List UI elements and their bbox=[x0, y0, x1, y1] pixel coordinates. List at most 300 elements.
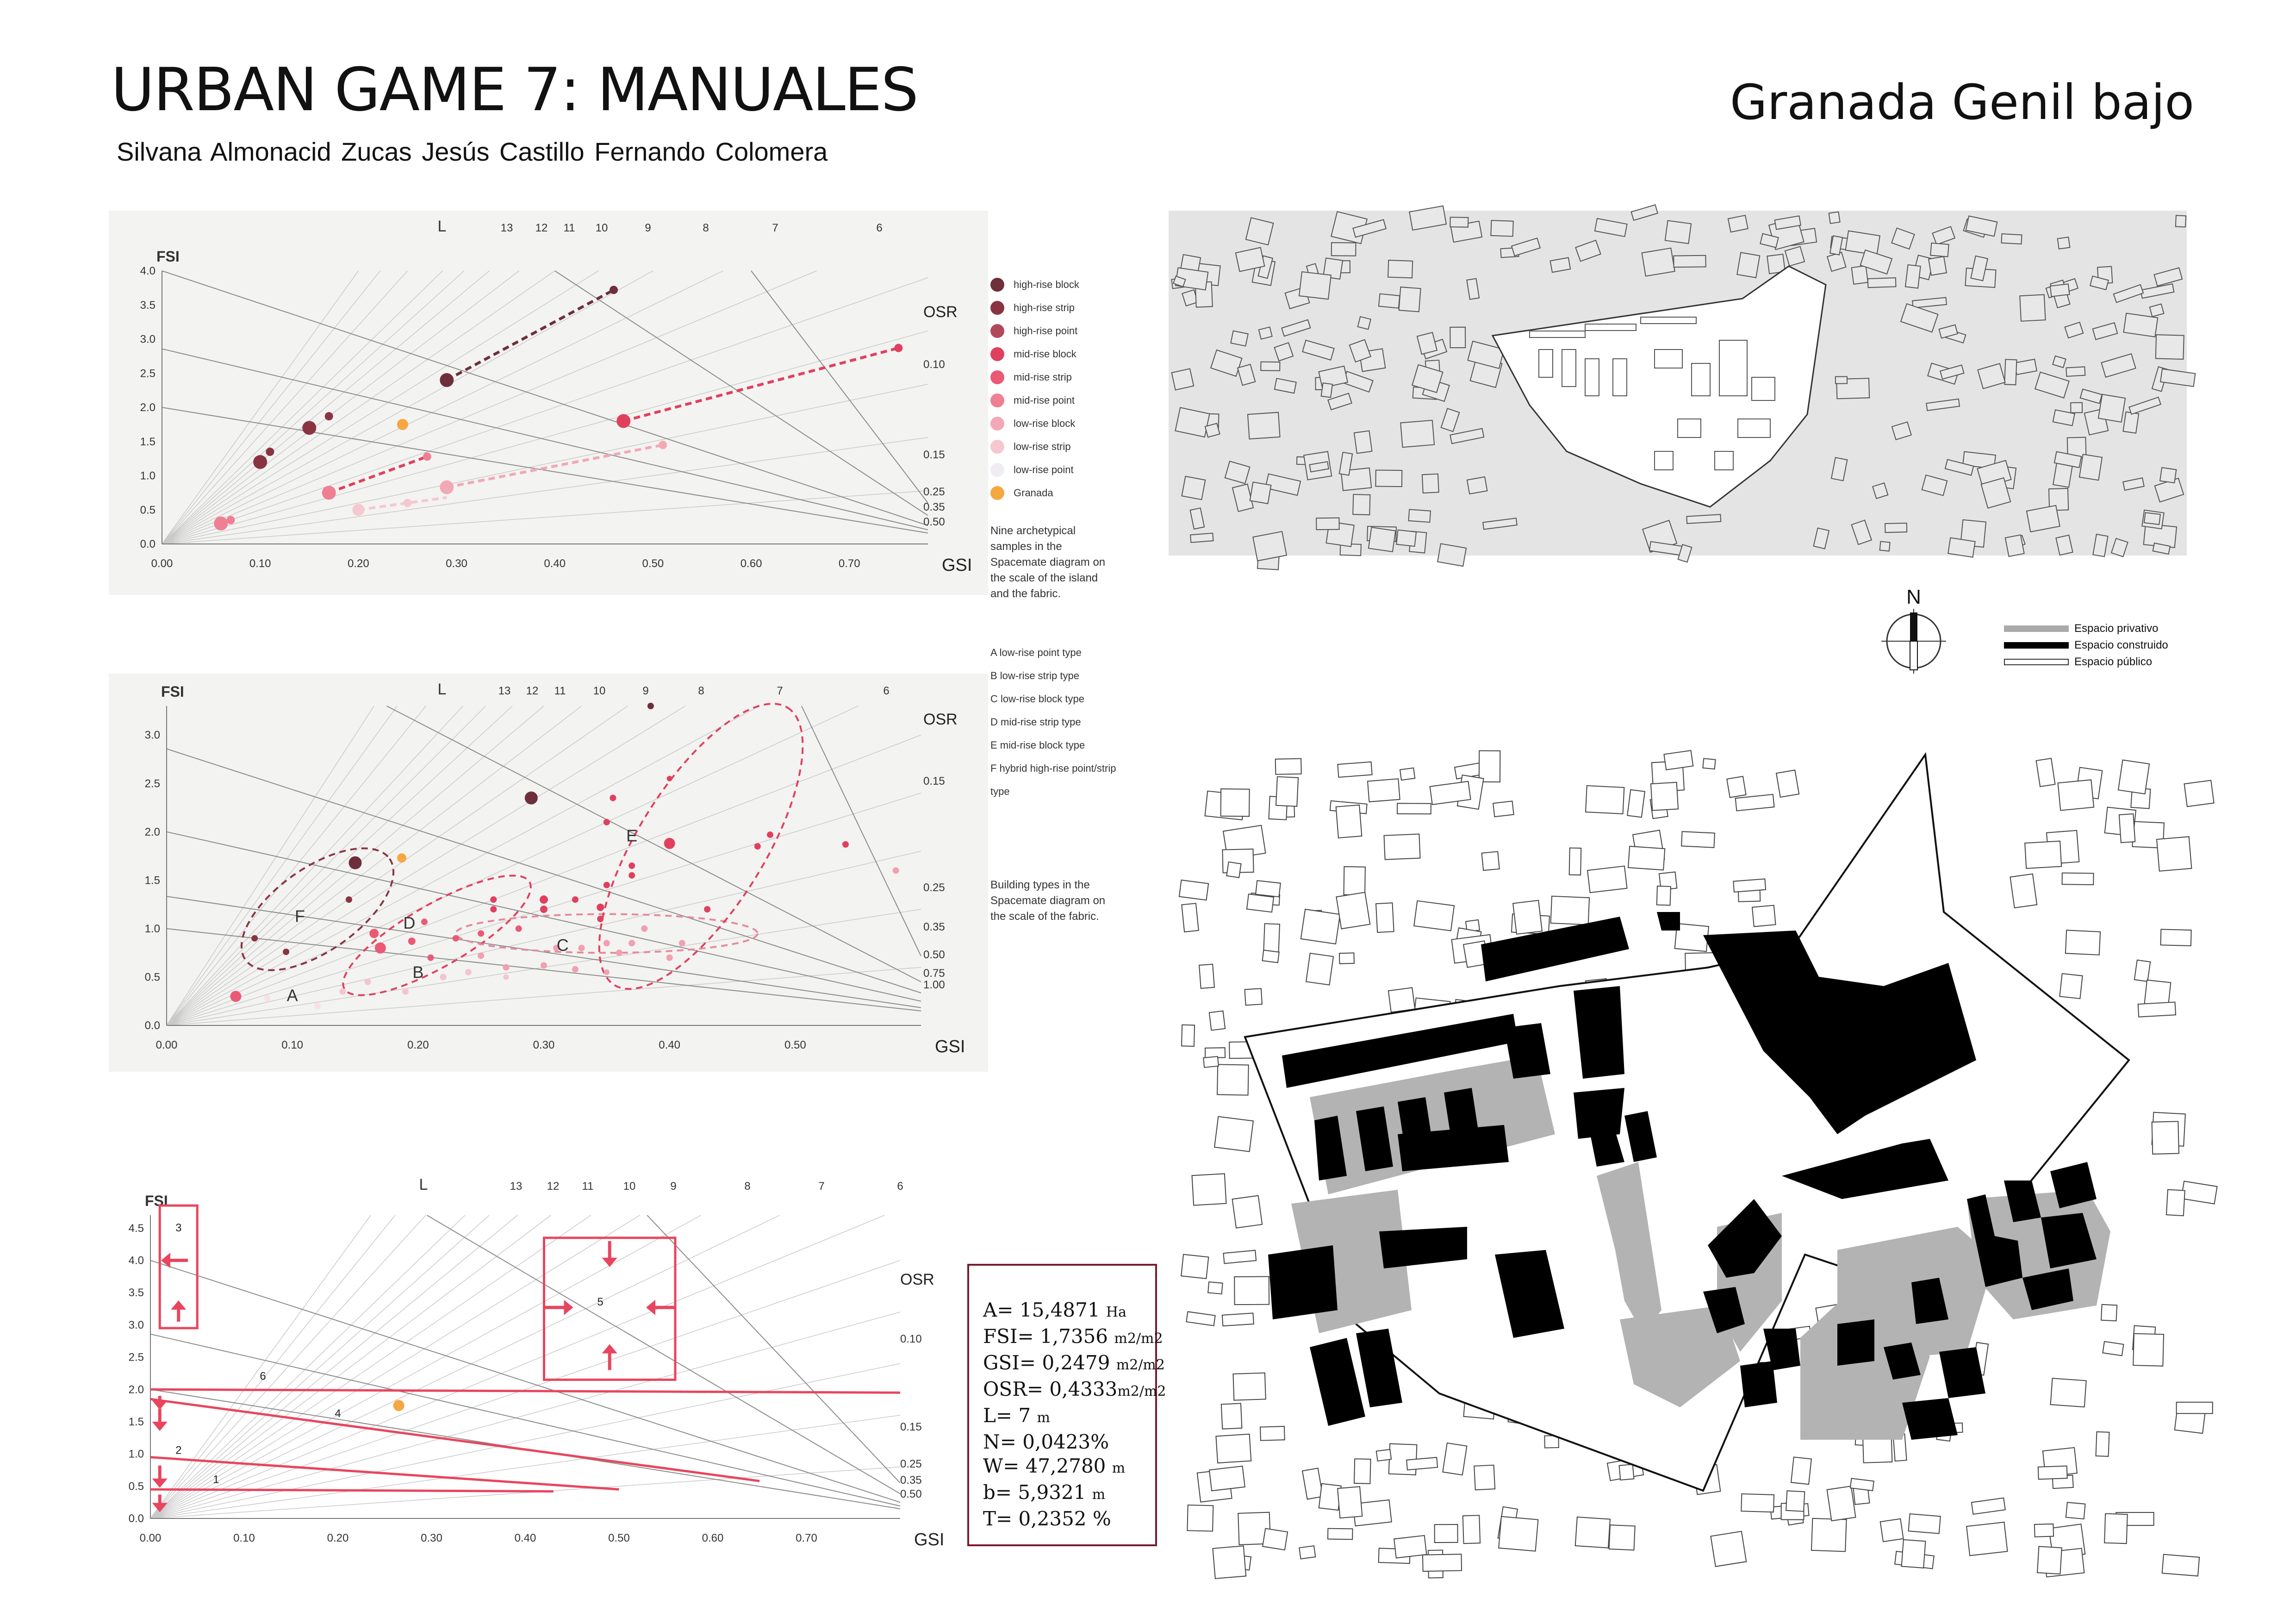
data-point bbox=[679, 940, 685, 946]
built-block bbox=[1837, 1319, 1874, 1366]
l-label: 11 bbox=[582, 1180, 594, 1193]
cluster-label: A bbox=[286, 986, 298, 1005]
context-building bbox=[2001, 234, 2022, 244]
x-tick-label: 0.20 bbox=[327, 1532, 349, 1544]
context-building bbox=[1332, 243, 1356, 256]
swatch-public bbox=[2004, 659, 2069, 665]
legend-swatch bbox=[990, 417, 1004, 431]
context-building bbox=[1187, 1505, 1213, 1531]
l-label: 11 bbox=[563, 222, 575, 234]
context-building bbox=[2103, 1342, 2123, 1356]
context-building bbox=[1929, 256, 1947, 275]
osr-label: 0.75 bbox=[923, 967, 945, 980]
site-building-outline bbox=[1655, 350, 1682, 368]
data-point bbox=[490, 896, 497, 903]
x-tick-label: 0.00 bbox=[151, 557, 173, 570]
zone-line-1 bbox=[150, 1489, 554, 1491]
data-point bbox=[525, 792, 538, 805]
data-point bbox=[704, 906, 710, 912]
y-tick-label: 2.0 bbox=[140, 401, 156, 414]
built-block bbox=[1740, 1361, 1777, 1407]
context-building bbox=[1319, 1484, 1341, 1510]
context-building bbox=[1657, 886, 1671, 905]
context-building bbox=[1248, 412, 1280, 439]
l-label: L bbox=[437, 681, 447, 698]
context-building bbox=[1474, 1465, 1495, 1490]
context-building bbox=[1388, 260, 1412, 278]
y-axis-label: FSI bbox=[156, 248, 180, 265]
x-tick-label: 0.40 bbox=[544, 557, 566, 570]
l-label: 12 bbox=[547, 1180, 560, 1193]
cluster-label: F bbox=[294, 906, 305, 926]
l-label: 8 bbox=[703, 222, 709, 234]
context-building bbox=[1665, 220, 1691, 244]
x-tick-label: 0.50 bbox=[608, 1532, 630, 1544]
context-building bbox=[1354, 1459, 1371, 1484]
arrow-down-head bbox=[152, 1422, 168, 1431]
site-building-outline bbox=[1655, 451, 1673, 470]
context-building bbox=[1396, 530, 1416, 546]
data-point bbox=[597, 904, 604, 911]
l-label: 7 bbox=[818, 1180, 825, 1193]
arrow-up-head bbox=[602, 1344, 617, 1353]
data-point bbox=[403, 499, 411, 507]
context-building bbox=[1948, 538, 1975, 557]
value-a: A= 15,4871 Ha bbox=[983, 1299, 1126, 1321]
context-building bbox=[1435, 1524, 1458, 1543]
data-point bbox=[616, 949, 622, 956]
site-building-outline bbox=[1678, 419, 1701, 437]
l-label: 12 bbox=[526, 685, 539, 697]
context-building bbox=[1406, 1457, 1437, 1470]
context-building bbox=[1627, 790, 1645, 818]
x-tick-label: 0.50 bbox=[784, 1039, 806, 1051]
context-building bbox=[2035, 1524, 2053, 1537]
context-building bbox=[1234, 1277, 1269, 1305]
x-tick-label: 0.30 bbox=[421, 1532, 442, 1544]
y-tick-label: 1.0 bbox=[128, 1448, 144, 1461]
legend-label: low-rise strip bbox=[1014, 441, 1071, 452]
x-tick-label: 0.10 bbox=[249, 557, 271, 570]
y-axis-label: FSI bbox=[161, 683, 184, 700]
data-point bbox=[842, 841, 849, 848]
site-building-outline bbox=[1719, 340, 1747, 396]
context-building bbox=[2010, 874, 2037, 908]
y-tick-label: 2.5 bbox=[128, 1351, 144, 1364]
data-point bbox=[628, 940, 635, 946]
x-axis-label: GSI bbox=[942, 556, 972, 575]
context-building bbox=[1885, 523, 1907, 532]
osr-label: 0.50 bbox=[923, 516, 945, 528]
data-point bbox=[453, 935, 459, 942]
context-building bbox=[2004, 359, 2016, 385]
site-building-outline bbox=[1530, 331, 1585, 337]
site-building-outline bbox=[1585, 359, 1599, 396]
context-building bbox=[1728, 215, 1748, 232]
l-line bbox=[150, 1467, 900, 1518]
data-point bbox=[610, 795, 616, 801]
data-point bbox=[266, 448, 274, 456]
zone-line-6 bbox=[150, 1389, 900, 1393]
value-l: L= 7 m bbox=[983, 1404, 1050, 1427]
data-point bbox=[402, 988, 409, 995]
site-building-outline bbox=[1613, 359, 1627, 396]
context-building bbox=[1399, 287, 1421, 312]
l-line bbox=[150, 1215, 489, 1518]
legend-item bbox=[990, 343, 1079, 366]
osr-label: 0.15 bbox=[923, 775, 945, 787]
building-type-item: E mid-rise block type bbox=[990, 739, 1085, 751]
context-building bbox=[1422, 474, 1439, 493]
osr-label: 0.25 bbox=[923, 881, 945, 894]
context-building bbox=[1247, 894, 1274, 912]
context-building bbox=[1261, 362, 1280, 371]
osr-title: OSR bbox=[900, 1271, 934, 1288]
context-building bbox=[2058, 237, 2070, 249]
context-building bbox=[2123, 412, 2139, 433]
y-tick-label: 4.5 bbox=[128, 1222, 144, 1235]
y-tick-label: 4.0 bbox=[128, 1254, 144, 1267]
data-point bbox=[504, 974, 509, 980]
cluster-label: E bbox=[626, 826, 638, 845]
data-point bbox=[579, 945, 585, 951]
arrow-down-head bbox=[152, 1400, 168, 1410]
context-building bbox=[1181, 1255, 1208, 1279]
y-tick-label: 1.5 bbox=[140, 435, 156, 448]
context-building bbox=[1450, 327, 1465, 348]
y-tick-label: 3.5 bbox=[140, 299, 156, 312]
data-point bbox=[283, 949, 289, 955]
l-line bbox=[150, 1215, 517, 1518]
data-point bbox=[230, 991, 241, 1002]
context-building bbox=[2066, 367, 2085, 376]
context-building bbox=[1811, 1518, 1847, 1552]
legend-swatch bbox=[990, 301, 1004, 315]
legend-item bbox=[990, 389, 1079, 412]
built-block bbox=[1268, 1245, 1338, 1319]
chart-background bbox=[109, 211, 988, 595]
legend-swatch bbox=[990, 347, 1004, 361]
context-building bbox=[1686, 514, 1721, 524]
page-title: URBAN GAME 7: MANUALES bbox=[111, 56, 918, 125]
building-type-list bbox=[990, 641, 1129, 803]
x-tick-label: 0.40 bbox=[514, 1532, 536, 1544]
context-building bbox=[2152, 1121, 2179, 1154]
context-building bbox=[2058, 780, 2094, 810]
context-building bbox=[1209, 1011, 1225, 1031]
location-map bbox=[1169, 211, 2187, 556]
y-tick-label: 0.5 bbox=[140, 504, 156, 517]
context-building bbox=[2144, 512, 2160, 525]
context-building bbox=[1358, 317, 1371, 330]
data-point bbox=[628, 862, 635, 869]
cluster-label: B bbox=[412, 962, 424, 982]
context-building bbox=[1423, 1554, 1462, 1571]
data-point bbox=[616, 414, 630, 428]
y-tick-label: 0.0 bbox=[128, 1512, 144, 1525]
data-point bbox=[423, 452, 431, 461]
site-building-outline bbox=[1738, 419, 1770, 437]
x-tick-label: 0.20 bbox=[407, 1039, 429, 1051]
context-building bbox=[1182, 1025, 1195, 1046]
value-w: W= 47,2780 m bbox=[983, 1455, 1126, 1477]
data-point bbox=[352, 504, 364, 516]
value-osr: OSR= 0,4333m2/m2 bbox=[983, 1378, 1166, 1400]
osr-title: OSR bbox=[923, 711, 958, 728]
context-building bbox=[1316, 518, 1339, 530]
legend-item bbox=[990, 412, 1079, 435]
value-b: b= 5,9321 m bbox=[983, 1481, 1106, 1504]
data-point bbox=[659, 441, 667, 449]
l-label: 9 bbox=[642, 685, 649, 697]
context-building bbox=[1259, 327, 1272, 339]
context-building bbox=[2066, 930, 2100, 955]
context-building bbox=[1338, 1487, 1362, 1518]
legend-item bbox=[990, 319, 1079, 343]
value-gsi: GSI= 0,2479 m2/m2 bbox=[983, 1351, 1165, 1374]
context-building bbox=[1199, 964, 1214, 988]
data-point bbox=[628, 872, 635, 879]
data-point bbox=[314, 1003, 321, 1009]
legend-swatch bbox=[990, 370, 1004, 384]
context-building bbox=[1368, 779, 1400, 802]
context-building bbox=[1681, 831, 1715, 848]
context-building bbox=[1400, 768, 1415, 780]
data-point bbox=[478, 930, 484, 937]
legend-item bbox=[990, 366, 1079, 389]
legend-item bbox=[990, 273, 1079, 296]
data-point bbox=[369, 929, 379, 938]
l-line bbox=[150, 1215, 701, 1518]
legend-label: mid-rise block bbox=[1014, 348, 1076, 360]
x-axis-label: GSI bbox=[914, 1530, 945, 1549]
data-point bbox=[440, 481, 454, 494]
data-point bbox=[465, 969, 472, 975]
x-tick-label: 0.50 bbox=[642, 557, 664, 570]
l-label: 7 bbox=[772, 222, 778, 234]
data-point bbox=[440, 974, 447, 980]
cluster-label: D bbox=[403, 913, 416, 932]
value-t: T= 0,2352 % bbox=[983, 1507, 1111, 1530]
y-tick-label: 1.0 bbox=[144, 922, 160, 935]
legend-label: mid-rise strip bbox=[1014, 371, 1072, 383]
context-building bbox=[1482, 851, 1500, 870]
context-building bbox=[2036, 758, 2055, 787]
data-point bbox=[604, 940, 610, 946]
l-label: 10 bbox=[623, 1180, 636, 1193]
l-label: 7 bbox=[777, 685, 783, 697]
context-building bbox=[2104, 1514, 2128, 1544]
context-building bbox=[1909, 1514, 1941, 1533]
context-building bbox=[1491, 220, 1513, 236]
built-block bbox=[1902, 1398, 1958, 1440]
context-building bbox=[1467, 477, 1487, 494]
x-tick-label: 0.70 bbox=[838, 557, 860, 570]
osr-label: 0.50 bbox=[923, 949, 945, 961]
context-building bbox=[1703, 758, 1715, 769]
data-point bbox=[322, 486, 336, 500]
y-tick-label: 3.0 bbox=[128, 1318, 144, 1331]
context-building bbox=[2160, 468, 2176, 483]
context-building bbox=[1397, 803, 1431, 814]
context-building bbox=[2051, 1378, 2086, 1407]
context-building bbox=[1253, 531, 1287, 561]
context-building bbox=[1384, 834, 1420, 860]
osr-label: 0.10 bbox=[900, 1333, 922, 1345]
x-tick-label: 0.10 bbox=[281, 1039, 304, 1051]
spacemate-chart-types bbox=[109, 674, 988, 1072]
data-point bbox=[397, 853, 406, 862]
legend-label: low-rise block bbox=[1014, 418, 1076, 429]
l-label: 10 bbox=[595, 222, 608, 234]
context-building bbox=[1263, 1529, 1288, 1550]
context-building bbox=[2161, 929, 2191, 946]
y-tick-label: 0.0 bbox=[144, 1019, 160, 1032]
context-building bbox=[1299, 272, 1331, 299]
context-building bbox=[1221, 789, 1250, 816]
context-building bbox=[1376, 903, 1394, 932]
context-building bbox=[1276, 777, 1298, 806]
context-building bbox=[1902, 1540, 1926, 1568]
spacemate-chart-manual bbox=[104, 1169, 945, 1562]
data-point bbox=[894, 344, 902, 352]
osr-label: 0.35 bbox=[900, 1474, 922, 1487]
context-building bbox=[1208, 1282, 1223, 1294]
context-building bbox=[2053, 463, 2072, 487]
north-arrow bbox=[1881, 586, 1946, 678]
context-building bbox=[1752, 906, 1775, 927]
data-point bbox=[408, 937, 416, 945]
data-point bbox=[516, 925, 522, 932]
legend-label: high-rise block bbox=[1014, 279, 1079, 290]
context-building bbox=[1336, 805, 1362, 838]
context-building bbox=[1192, 1174, 1226, 1205]
legend-item bbox=[990, 481, 1079, 505]
context-building bbox=[1836, 376, 1847, 383]
data-point bbox=[490, 906, 497, 912]
value-fsi: FSI= 1,7356 m2/m2 bbox=[983, 1325, 1163, 1348]
context-building bbox=[1479, 751, 1500, 782]
y-tick-label: 0.5 bbox=[128, 1480, 144, 1493]
data-point bbox=[604, 819, 610, 825]
context-building bbox=[1674, 256, 1705, 267]
x-tick-label: 0.00 bbox=[139, 1532, 162, 1544]
osr-label: 0.35 bbox=[923, 501, 945, 513]
context-building bbox=[2176, 215, 2186, 227]
data-point bbox=[893, 867, 899, 874]
legend-public: Espacio público bbox=[2004, 654, 2168, 670]
context-building bbox=[1966, 1522, 2007, 1555]
context-building bbox=[1179, 880, 1208, 900]
cluster-label: C bbox=[556, 936, 569, 955]
osr-title: OSR bbox=[923, 303, 958, 321]
arrow-down-head bbox=[152, 1479, 168, 1488]
context-building bbox=[1850, 1479, 1874, 1491]
osr-line bbox=[150, 1334, 900, 1506]
l-label: 9 bbox=[645, 222, 651, 234]
context-building bbox=[1172, 369, 1194, 390]
spacemate-chart-samples bbox=[109, 211, 988, 595]
osr-label: 0.15 bbox=[900, 1421, 922, 1433]
legend-label: Granada bbox=[1014, 487, 1053, 499]
data-point bbox=[478, 952, 484, 959]
context-building bbox=[1463, 1515, 1480, 1543]
y-tick-label: 0.5 bbox=[144, 971, 160, 984]
context-building bbox=[1733, 879, 1766, 892]
y-tick-label: 4.0 bbox=[140, 265, 156, 277]
context-building bbox=[2162, 1555, 2199, 1576]
north-label: N bbox=[1906, 586, 1921, 608]
site-building-outline bbox=[1539, 350, 1553, 377]
data-point bbox=[251, 935, 258, 942]
legend-swatch bbox=[990, 486, 1004, 500]
l-line bbox=[150, 1215, 551, 1518]
context-building bbox=[2005, 535, 2024, 556]
data-point bbox=[541, 962, 547, 968]
context-building bbox=[1231, 331, 1248, 346]
l-label: 6 bbox=[897, 1180, 903, 1193]
context-building bbox=[2050, 284, 2070, 296]
context-building bbox=[1711, 1531, 1746, 1567]
context-building bbox=[2096, 1432, 2109, 1456]
data-point bbox=[666, 955, 673, 961]
context-building bbox=[1276, 759, 1301, 775]
data-point bbox=[365, 979, 371, 985]
context-building bbox=[1619, 1464, 1634, 1480]
context-building bbox=[2166, 1190, 2185, 1216]
data-point bbox=[264, 995, 270, 1001]
y-tick-label: 2.5 bbox=[140, 367, 156, 380]
data-point bbox=[349, 856, 362, 869]
legend-label: high-rise point bbox=[1014, 325, 1078, 337]
context-building bbox=[1222, 1313, 1254, 1326]
osr-label: 1.00 bbox=[923, 979, 945, 991]
chart-legend bbox=[990, 273, 1079, 505]
y-axis-label: FSI bbox=[145, 1193, 168, 1209]
context-building bbox=[2037, 1546, 2062, 1574]
x-tick-label: 0.70 bbox=[796, 1532, 817, 1544]
context-building bbox=[1450, 217, 1468, 227]
context-building bbox=[1587, 866, 1627, 893]
building-type-item: A low-rise point type bbox=[990, 647, 1082, 658]
x-tick-label: 0.30 bbox=[446, 557, 467, 570]
data-point bbox=[397, 419, 408, 430]
context-building bbox=[1575, 1517, 1610, 1548]
swatch-built bbox=[2004, 642, 2069, 649]
y-tick-label: 1.5 bbox=[144, 874, 160, 887]
context-building bbox=[1551, 896, 1590, 925]
site-building-outline bbox=[1715, 451, 1733, 470]
context-building bbox=[1829, 212, 1840, 224]
context-building bbox=[2157, 837, 2191, 871]
context-building bbox=[1182, 903, 1199, 932]
context-building bbox=[1786, 1491, 1804, 1511]
context-building bbox=[1930, 243, 1949, 257]
data-point bbox=[604, 969, 610, 975]
context-building bbox=[1437, 543, 1466, 566]
data-point bbox=[325, 412, 333, 420]
value-n: N= 0,0423% bbox=[983, 1430, 1109, 1453]
context-building bbox=[1369, 527, 1395, 552]
y-tick-label: 3.5 bbox=[128, 1287, 144, 1299]
context-building bbox=[2098, 394, 2125, 422]
context-building bbox=[1246, 218, 1274, 245]
legend-caption-types: Building types in the Spacemate diagram on the scale of the fabric. bbox=[990, 879, 1106, 923]
osr-label: 0.35 bbox=[923, 921, 945, 933]
l-label: 6 bbox=[883, 685, 890, 697]
zone-label: 5 bbox=[597, 1296, 604, 1309]
y-tick-label: 2.0 bbox=[128, 1383, 144, 1396]
